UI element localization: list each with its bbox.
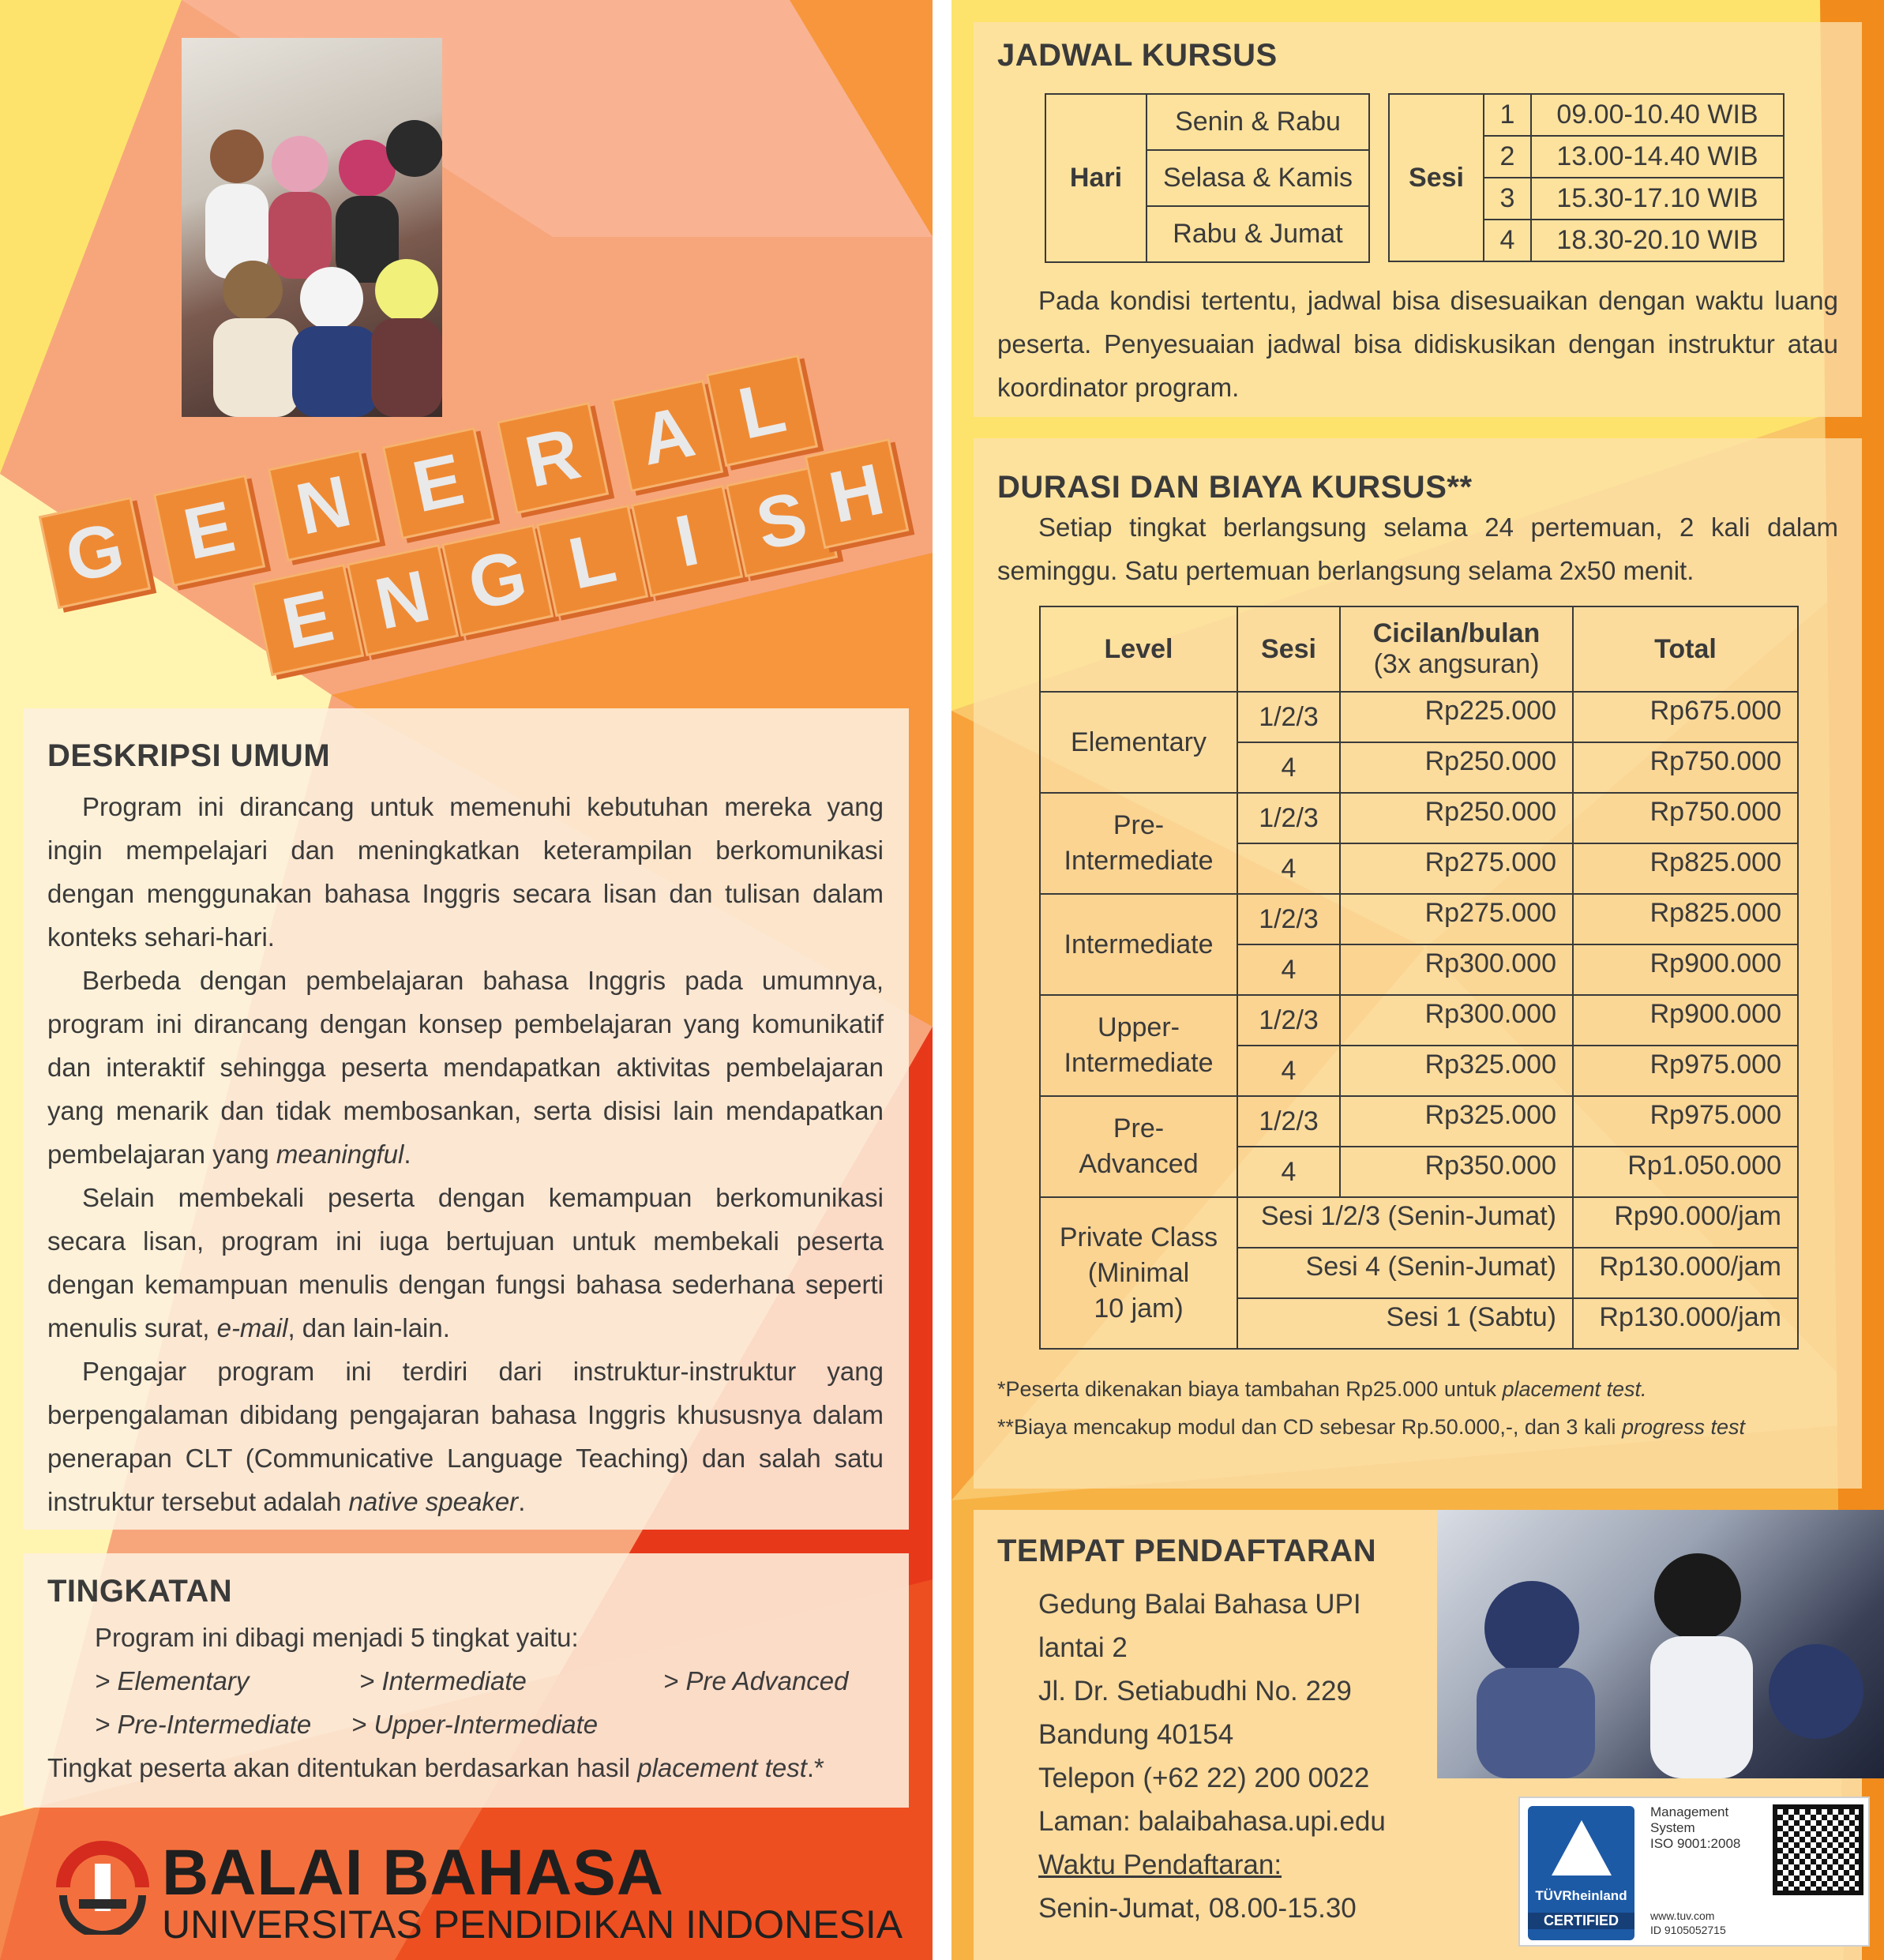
cicilan-cell: Rp325.000: [1340, 1046, 1573, 1096]
cert-ms1: Management: [1650, 1804, 1729, 1819]
cert-url: www.tuv.com: [1650, 1909, 1715, 1922]
private-level-cell: Private Class (Minimal 10 jam): [1040, 1197, 1237, 1349]
col-total: Total: [1573, 606, 1798, 692]
qr-code-icon: [1773, 1804, 1863, 1895]
upi-emblem-icon: [55, 1840, 150, 1935]
sesi-cell: 1/2/3: [1237, 995, 1340, 1046]
brand-subtitle: UNIVERSITAS PENDIDIKAN INDONESIA: [162, 1902, 903, 1947]
sesi-time: 13.00-14.40 WIB: [1531, 136, 1784, 178]
certificate-badge: [1518, 1797, 1870, 1947]
total-cell: Rp750.000: [1573, 742, 1798, 793]
tile-letter: E: [382, 427, 494, 539]
col-cicilan: [1340, 606, 1573, 692]
cicilan-cell: Rp275.000: [1340, 843, 1573, 894]
cicilan-cell: Rp325.000: [1340, 1096, 1573, 1147]
sesi-cell: 1/2/3: [1237, 793, 1340, 843]
sesi-table: [1388, 93, 1785, 262]
col-cicilan-sub: (3x angsuran): [1373, 649, 1540, 679]
private-price-cell: Rp130.000/jam: [1573, 1248, 1798, 1298]
tuv-logo: [1528, 1806, 1634, 1940]
footnote-1: [997, 1370, 1745, 1408]
tile-letter: A: [611, 380, 723, 492]
footnote: [997, 1370, 1745, 1446]
paragraph-text: Program ini dirancang untuk memenuhi kebutuhan mereka yang ingin mempelajari dan meningkatkan keterampilan berkomunikasi dengan menggunakan bahasa Inggris secara lisan dan tulisan dalam konteks sehari-hari.: [47, 792, 884, 952]
emphasis-text: placement test.: [1502, 1377, 1647, 1401]
hari-table: [1045, 93, 1370, 263]
tile-letter: G: [39, 497, 151, 609]
durasi-intro: Setiap tingkat berlangsung selama 24 pertemuan, 2 kali dalam seminggu. Satu pertemuan berlangsung selama 2x50 menit.: [997, 513, 1838, 585]
tingkatan-intro: Program ini dibagi menjadi 5 tingkat yaitu:: [95, 1623, 579, 1652]
sesi-cell: 1/2/3: [1237, 894, 1340, 944]
cicilan-cell: Rp350.000: [1340, 1147, 1573, 1197]
emphasis-text: progress test: [1621, 1415, 1746, 1439]
total-cell: Rp900.000: [1573, 944, 1798, 995]
tile-letter: N: [347, 544, 459, 656]
hari-label: Hari: [1045, 94, 1147, 262]
tile-letter: S: [726, 465, 838, 577]
sesi-cell: 1/2/3: [1237, 1096, 1340, 1147]
right-panel: [951, 0, 1884, 1960]
photo-people-icon: [182, 38, 442, 417]
tingkatan-note: [47, 1746, 824, 1789]
tile-letter: L: [536, 505, 648, 617]
durasi-heading: DURASI DAN BIAYA KURSUS**: [997, 470, 1473, 505]
level-item: > Pre-Intermediate: [95, 1710, 312, 1739]
paragraph-text: Berbeda dengan pembelajaran bahasa Inggris pada umumnya, program ini dirancang dengan konsep pembelajaran yang komunikatif dan interaktif sehingga peserta mendapatkan aktivitas pembelajaran yang menarik dan tidak membosankan, serta disisi lain mendapatkan pembelajaran yang: [47, 966, 884, 1169]
paragraph-text: Selain membekali peserta dengan kemampuan berkomunikasi secara lisan, program ini iuga bertujuan untuk membekali peserta dengan kemampuan menulis dengan fungsi bahasa sederhana seperti menulis surat,: [47, 1183, 884, 1342]
deskripsi-paragraph: [47, 1176, 884, 1350]
hari-cell: Rabu & Jumat: [1147, 206, 1369, 262]
emphasis-text: e-mail: [216, 1313, 288, 1342]
cicilan-cell: Rp275.000: [1340, 894, 1573, 944]
upi-logo: [55, 1840, 150, 1935]
hari-cell: Senin & Rabu: [1147, 94, 1369, 150]
footnote-text: *Peserta dikenakan biaya tambahan Rp25.000 untuk: [997, 1377, 1503, 1401]
cicilan-cell: Rp225.000: [1340, 692, 1573, 742]
cert-iso: ISO 9001:2008: [1650, 1836, 1741, 1851]
brand-name: BALAI BAHASA: [162, 1837, 665, 1909]
private-price-cell: Rp90.000/jam: [1573, 1197, 1798, 1248]
sesi-cell: 4: [1237, 742, 1340, 793]
jadwal-heading: JADWAL KURSUS: [997, 38, 1278, 73]
deskripsi-section: [24, 708, 909, 1530]
price-table: [1039, 606, 1799, 1350]
col-sesi: Sesi: [1237, 606, 1340, 692]
tile-letter: R: [497, 402, 609, 514]
tingkatan-heading: TINGKATAN: [47, 1574, 233, 1609]
level-item: > Intermediate: [359, 1666, 527, 1695]
level-cell: Intermediate: [1040, 894, 1237, 995]
tempat-heading: TEMPAT PENDAFTARAN: [997, 1534, 1377, 1568]
address-block: [1038, 1583, 1386, 1930]
price-row: [1040, 894, 1798, 944]
level-cell: Pre- Intermediate: [1040, 793, 1237, 894]
sesi-number: 2: [1484, 136, 1531, 178]
paragraph-text: Pengajar program ini terdiri dari instruktur-instruktur yang berpengalaman dibidang pengajaran bahasa Inggris khususnya dalam penerapan CLT (Communicative Language Teaching) dan salah satu instruktur tersebut adalah: [47, 1357, 884, 1516]
tuv-triangle-icon: [1552, 1820, 1612, 1876]
col-level: Level: [1040, 606, 1237, 692]
footnote-2: [997, 1408, 1745, 1446]
students-photo: [1437, 1510, 1884, 1778]
photo-students-icon: [1437, 1510, 1884, 1778]
jadwal-section: [974, 22, 1862, 417]
col-cicilan-title: Cicilan/bulan: [1372, 618, 1541, 648]
tile-letter: E: [252, 564, 364, 676]
hours-value: Senin-Jumat, 08.00-15.30: [1038, 1893, 1357, 1924]
durasi-section: [974, 438, 1862, 1489]
tile-letter: H: [805, 438, 910, 549]
address-line: Jl. Dr. Setiabudhi No. 229: [1038, 1676, 1352, 1707]
phone-line: Telepon (+62 22) 200 0022: [1038, 1763, 1370, 1793]
private-sesi-cell: Sesi 1 (Sabtu): [1237, 1298, 1573, 1349]
price-row: [1040, 692, 1798, 742]
total-cell: Rp750.000: [1573, 793, 1798, 843]
total-cell: Rp975.000: [1573, 1096, 1798, 1147]
private-sesi-cell: Sesi 4 (Senin-Jumat): [1237, 1248, 1573, 1298]
deskripsi-paragraph: [47, 959, 884, 1176]
footnote-text: **Biaya mencakup modul dan CD sebesar Rp.50.000,-, dan 3 kali: [997, 1415, 1622, 1439]
tile-letter: N: [268, 449, 380, 561]
sesi-label: Sesi: [1389, 94, 1484, 261]
level-cell: Pre- Advanced: [1040, 1096, 1237, 1197]
deskripsi-heading: DESKRIPSI UMUM: [47, 738, 331, 773]
price-row: [1040, 1096, 1798, 1147]
cert-ms2: System: [1650, 1820, 1695, 1835]
sesi-time: 15.30-17.10 WIB: [1531, 178, 1784, 220]
tile-letter: G: [441, 524, 554, 636]
tuv-name: TÜVRheinland: [1535, 1888, 1627, 1903]
panel-gutter: [933, 0, 951, 1960]
total-cell: Rp975.000: [1573, 1046, 1798, 1096]
tile-letter: L: [706, 355, 818, 467]
tile-letter: I: [631, 485, 743, 597]
tile-letter: E: [153, 475, 265, 587]
cicilan-cell: Rp250.000: [1340, 793, 1573, 843]
cicilan-cell: Rp300.000: [1340, 944, 1573, 995]
hari-cell: Selasa & Kamis: [1147, 150, 1369, 206]
address-line: Gedung Balai Bahasa UPI: [1038, 1589, 1361, 1620]
tingkatan-section: [24, 1553, 909, 1808]
deskripsi-paragraph: [47, 1350, 884, 1523]
tuv-certified: CERTIFIED: [1528, 1913, 1634, 1929]
private-price-cell: Rp130.000/jam: [1573, 1298, 1798, 1349]
level-item: > Upper-Intermediate: [351, 1710, 599, 1739]
sesi-cell: 4: [1237, 843, 1340, 894]
private-row: [1040, 1197, 1798, 1248]
note-text: Tingkat peserta akan ditentukan berdasarkan hasil: [47, 1753, 638, 1782]
sesi-time: 18.30-20.10 WIB: [1531, 220, 1784, 261]
price-row: [1040, 793, 1798, 843]
note-text: .*: [806, 1753, 824, 1782]
group-photo: [182, 38, 442, 417]
level-item: > Pre Advanced: [663, 1666, 849, 1695]
sesi-time: 09.00-10.40 WIB: [1531, 94, 1784, 136]
sesi-cell: 4: [1237, 1147, 1340, 1197]
hours-label: Waktu Pendaftaran:: [1038, 1849, 1282, 1880]
sesi-cell: 1/2/3: [1237, 692, 1340, 742]
total-cell: Rp825.000: [1573, 894, 1798, 944]
sesi-cell: 4: [1237, 1046, 1340, 1096]
level-cell: Elementary: [1040, 692, 1237, 793]
address-line: lantai 2: [1038, 1632, 1128, 1663]
sesi-number: 1: [1484, 94, 1531, 136]
sesi-cell: 4: [1237, 944, 1340, 995]
emphasis-text: native speaker: [348, 1487, 519, 1516]
left-panel: [0, 0, 933, 1960]
deskripsi-paragraph: [47, 785, 884, 959]
total-cell: Rp1.050.000: [1573, 1147, 1798, 1197]
private-sesi-cell: Sesi 1/2/3 (Senin-Jumat): [1237, 1197, 1573, 1248]
level-cell: Upper- Intermediate: [1040, 995, 1237, 1096]
level-item: > Elementary: [95, 1666, 250, 1695]
price-body: [1040, 692, 1798, 1349]
website-link[interactable]: Laman: balaibahasa.upi.edu: [1038, 1806, 1386, 1837]
address-line: Bandung 40154: [1038, 1719, 1234, 1750]
total-cell: Rp825.000: [1573, 843, 1798, 894]
paragraph-text: , dan lain-lain.: [287, 1313, 450, 1342]
sesi-number: 4: [1484, 220, 1531, 261]
total-cell: Rp675.000: [1573, 692, 1798, 742]
cicilan-cell: Rp250.000: [1340, 742, 1573, 793]
total-cell: Rp900.000: [1573, 995, 1798, 1046]
paragraph-text: .: [518, 1487, 526, 1516]
sesi-number: 3: [1484, 178, 1531, 220]
cicilan-cell: Rp300.000: [1340, 995, 1573, 1046]
emphasis-text: placement test: [637, 1753, 807, 1782]
paragraph-text: .: [403, 1140, 411, 1169]
price-row: [1040, 995, 1798, 1046]
cert-id: ID 9105052715: [1650, 1924, 1726, 1936]
jadwal-note: Pada kondisi tertentu, jadwal bisa disesuaikan dengan waktu luang peserta. Penyesuaian jadwal bisa didiskusikan dengan instruktur atau koordinator program.: [997, 286, 1838, 402]
emphasis-text: meaningful: [276, 1140, 404, 1169]
